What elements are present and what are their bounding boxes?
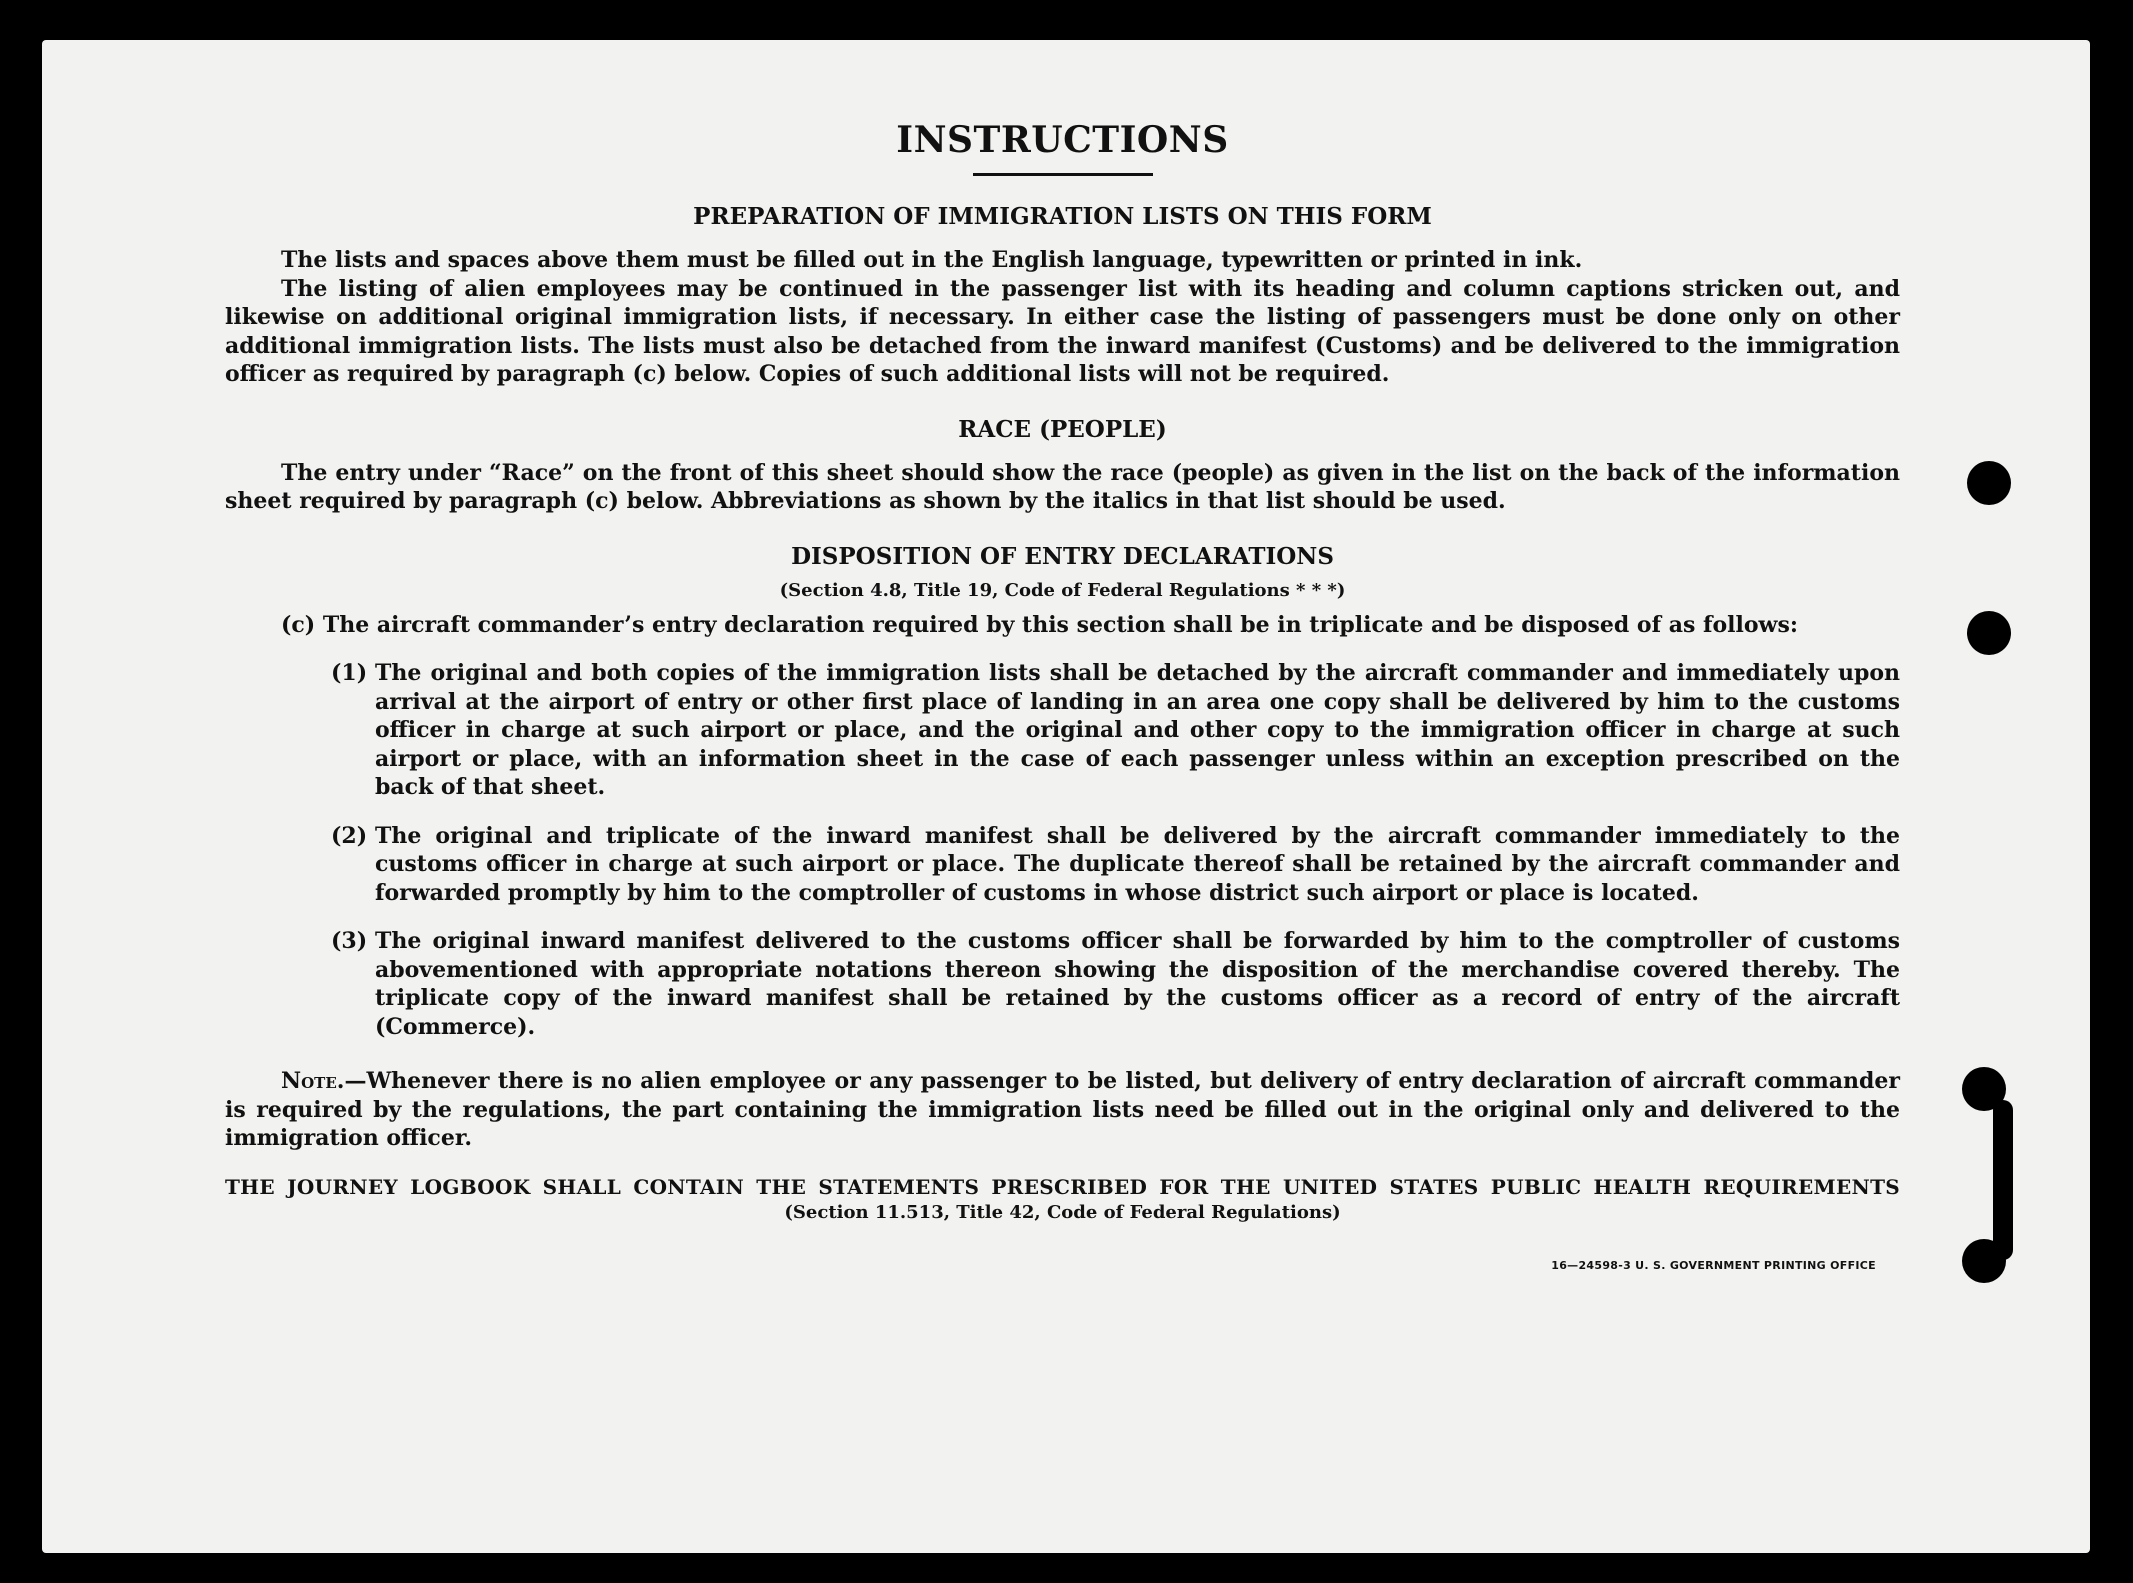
paragraph-c-label: (c) bbox=[281, 611, 316, 638]
note-paragraph bbox=[225, 1067, 1900, 1153]
disposition-subheading: (Section 4.8, Title 19, Code of Federal Regulations * * *) bbox=[779, 579, 1346, 601]
item-text: The original and triplicate of the inward manifest shall be delivered by the aircraft commander immediately to the customs officer in charge at such airport or place. The duplicate thereof shall be retained by the aircraft commander and forwarded promptly by him to the comptroller of customs in whose district such airport or place is located. bbox=[375, 822, 1900, 906]
item-number: (2) bbox=[331, 822, 368, 849]
race-paragraph: The entry under “Race” on the front of this sheet should show the race (people) as given in the list on the back of the information sheet required by paragraph (c) below. Abbreviations as shown by the italics in that list should be used. bbox=[225, 459, 1900, 514]
paragraph-c bbox=[281, 611, 1900, 640]
closing-citation: (Section 11.513, Title 42, Code of Federal Regulations) bbox=[784, 1201, 1341, 1223]
printer-imprint: 16—24598-3 U. S. GOVERNMENT PRINTING OFFICE bbox=[1551, 1258, 1876, 1272]
race-heading: RACE (PEOPLE) bbox=[958, 415, 1167, 443]
disposition-heading: DISPOSITION OF ENTRY DECLARATIONS bbox=[791, 542, 1334, 570]
punch-hole bbox=[1967, 611, 2011, 655]
closing-statement: THE JOURNEY LOGBOOK SHALL CONTAIN THE STATEMENTS PRESCRIBED FOR THE UNITED STATES PUBLIC HEALTH REQUIREMENTS bbox=[225, 1174, 1900, 1199]
item-text: The original and both copies of the immigration lists shall be detached by the aircraft commander and immediately upon arrival at the airport of entry or other first place of landing in an area one copy shall be delivered by him to the customs officer in charge at such airport or place, and the original and other copy to the immigration officer in charge at such airport or place, with an information sheet in the case of each passenger unless within an exception prescribed on the back of that sheet. bbox=[375, 660, 1900, 800]
note-text: —Whenever there is no alien employee or any passenger to be listed, but delivery of entry declaration of aircraft commander is required by the regulations, the part containing the immigration lists need be filled out in the original only and delivered to the immigration officer. bbox=[225, 1068, 1900, 1151]
list-item bbox=[331, 927, 1900, 1041]
punch-hole bbox=[1967, 461, 2011, 505]
instructions-content bbox=[225, 115, 1900, 1272]
page-title: INSTRUCTIONS bbox=[896, 119, 1229, 161]
binding-smear bbox=[1993, 1100, 2013, 1260]
preparation-paragraph-1: The lists and spaces above them must be filled out in the English language, typewritten or printed in ink. bbox=[281, 247, 1583, 273]
list-item bbox=[331, 822, 1900, 908]
paragraph-c-text: The aircraft commander’s entry declaration required by this section shall be in triplicate and be disposed of as follows: bbox=[322, 611, 1798, 638]
item-number: (3) bbox=[331, 928, 368, 954]
item-number: (1) bbox=[331, 660, 368, 686]
note-label: Note. bbox=[281, 1068, 345, 1094]
punch-hole bbox=[1962, 1239, 2006, 1283]
preparation-paragraph-2: The listing of alien employees may be continued in the passenger list with its heading and column captions stricken out, and likewise on additional original immigration lists, if necessary. In either case the listing of passengers must be done only on other additional immigration lists. The lists must also be detached from the inward manifest (Customs) and be delivered to the immigration officer as required by paragraph (c) below. Copies of such additional lists will not be required. bbox=[225, 275, 1900, 387]
list-item bbox=[331, 659, 1900, 802]
preparation-heading: PREPARATION OF IMMIGRATION LISTS ON THIS FORM bbox=[693, 203, 1432, 230]
title-underline bbox=[973, 173, 1153, 176]
item-text: The original inward manifest delivered to the customs officer shall be forwarded by him to the comptroller of customs abovementioned with appropriate notations thereon showing the disposition of the merchandise covered thereby. The triplicate copy of the inward manifest shall be retained by the customs officer as a record of entry of the aircraft (Commerce). bbox=[375, 928, 1900, 1040]
